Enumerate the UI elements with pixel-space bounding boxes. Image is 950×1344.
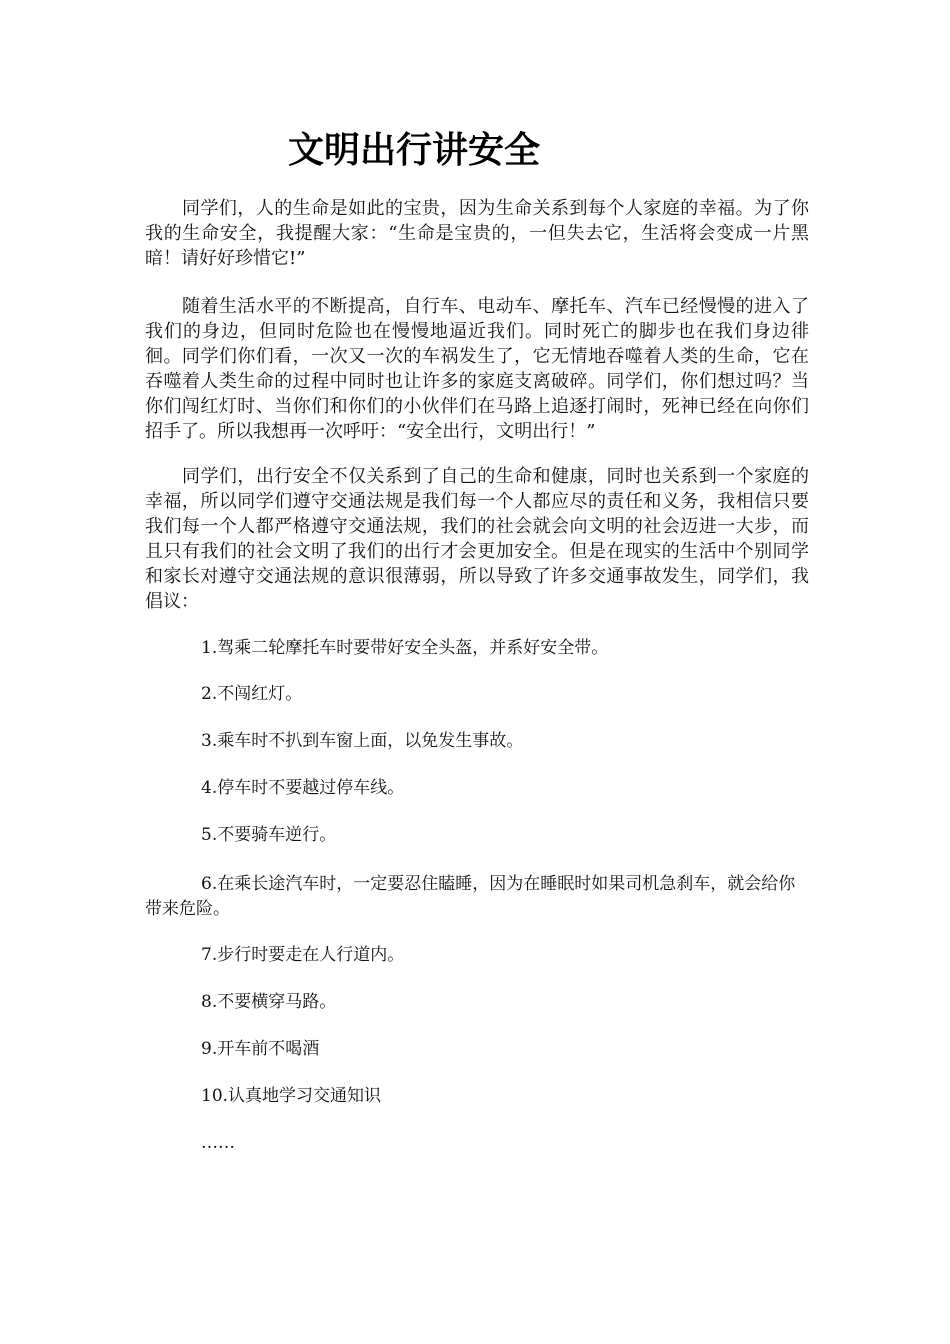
list-item-2: 2.不闯红灯。 (201, 684, 303, 704)
list-item-8: 8.不要横穿马路。 (201, 992, 337, 1012)
list-item-6: 6.在乘长途汽车时，一定要忍住瞌睡，因为在睡眠时如果司机急刹车，就会给你带来危险。 (145, 874, 796, 919)
list-item-3: 3.乘车时不扒到车窗上面，以免发生事故。 (201, 731, 524, 751)
list-item-7: 7.步行时要走在人行道内。 (201, 945, 405, 965)
list-item-5: 5.不要骑车逆行。 (201, 825, 337, 845)
list-item-9: 9.开车前不喝酒 (201, 1039, 320, 1059)
list-item-4: 4.停车时不要越过停车线。 (201, 778, 405, 798)
paragraph-2: 随着生活水平的不断提高，自行车、电动车、摩托车、汽车已经慢慢的进入了我们的身边，但同时危险也在慢慢地逼近我们。同时死亡的脚步也在我们身边徘徊。同学们你们看，一次又一次的车祸发生了，它无情地吞噬着人类的生命，它在吞噬着人类生命的过程中同时也让许多的家庭支离破碎。同学们，你们想过吗？当你们闯红灯时、当你们和你们的小伙伴们在马路上追逐打闹时，死神已经在向你们招手了。所以我想再一次呼吁：“安全出行，文明出行！” (145, 296, 809, 442)
paragraph-3: 同学们，出行安全不仅关系到了自己的生命和健康，同时也关系到一个家庭的幸福，所以同学们遵守交通法规是我们每一个人都应尽的责任和义务，我相信只要我们每一个人都严格遵守交通法规，我们的社会就会向文明的社会迈进一大步，而且只有我们的社会文明了我们的出行才会更加安全。但是在现实的生活中个别同学和家长对遵守交通法规的意识很薄弱，所以导致了许多交通事故发生，同学们，我倡议： (145, 466, 809, 612)
list-ellipsis: …… (201, 1133, 235, 1153)
paragraph-1: 同学们，人的生命是如此的宝贵，因为生命关系到每个人家庭的幸福。为了你我的生命安全，我提醒大家：“生命是宝贵的，一但失去它，生活将会变成一片黑暗！请好好珍惜它!” (145, 198, 809, 269)
list-item-1: 1.驾乘二轮摩托车时要带好安全头盔，并系好安全带。 (201, 638, 609, 658)
document-title: 文明出行讲安全 (288, 129, 541, 171)
list-item-10: 10.认真地学习交通知识 (201, 1086, 382, 1106)
